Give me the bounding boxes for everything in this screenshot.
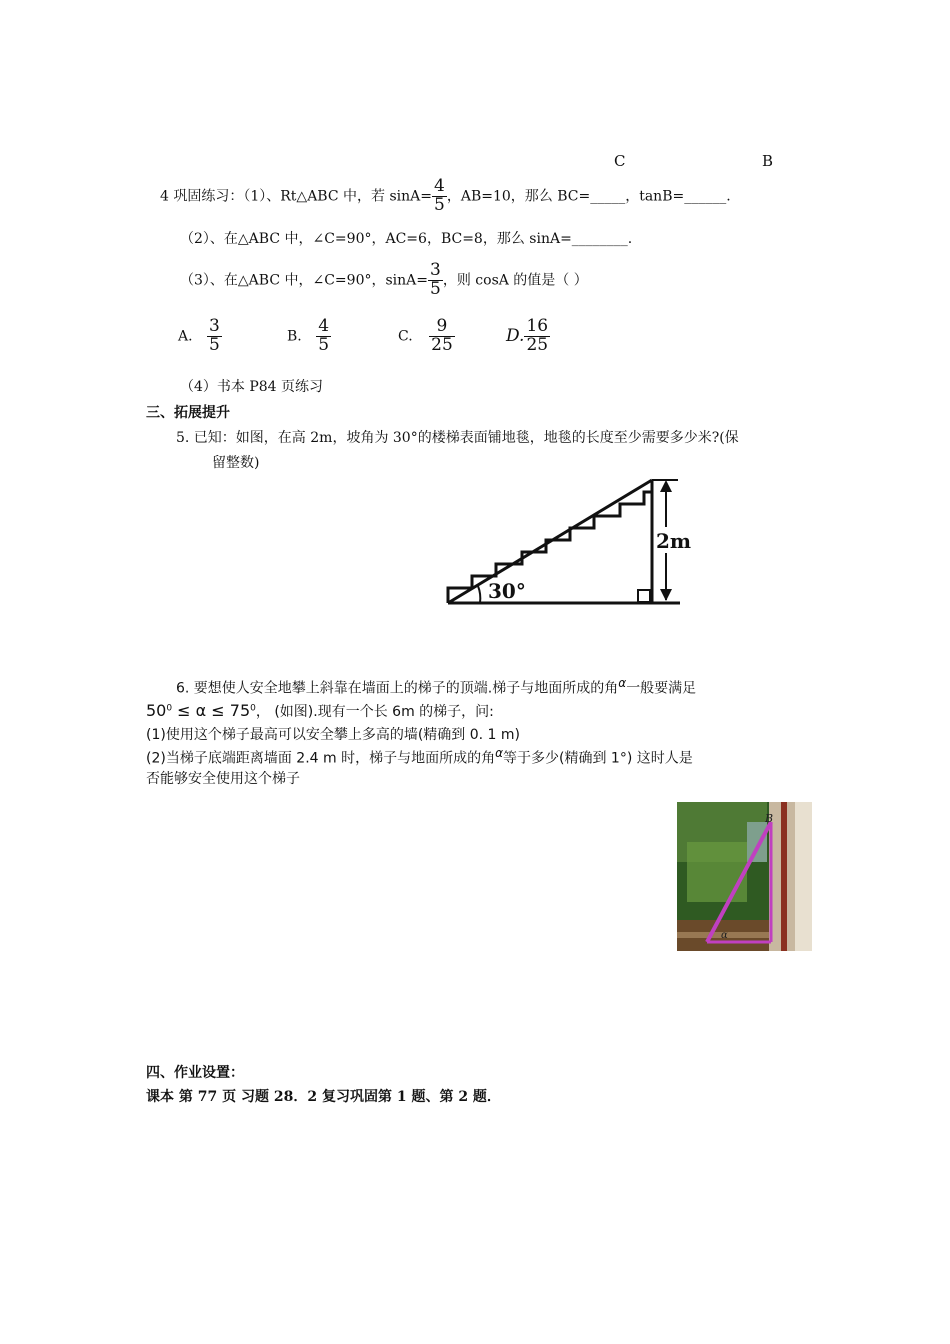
right-angle-mark bbox=[638, 590, 650, 602]
fraction-numerator: 16 bbox=[526, 316, 549, 336]
angle-label: 30° bbox=[488, 579, 526, 603]
foliage-light bbox=[687, 842, 747, 902]
wall-trim bbox=[781, 802, 787, 951]
height-label: 2m bbox=[656, 529, 692, 553]
q4-line1 bbox=[160, 178, 731, 215]
option-a-fraction bbox=[207, 318, 222, 355]
ladder-photo bbox=[677, 802, 812, 951]
q4-line1-post: ，AB=10，那么 BC=_____，tanB=______. bbox=[446, 188, 731, 205]
q4-line1-fraction bbox=[432, 178, 447, 215]
fraction-denominator: 5 bbox=[209, 334, 220, 355]
q4-line4: （4）书本 P84 页练习 bbox=[180, 379, 324, 395]
q6-line1-text: 6. 要想使人安全地攀上斜靠在墙面上的梯子的顶端.梯子与地面所成的角 bbox=[176, 680, 619, 697]
fraction-denominator: 5 bbox=[430, 278, 441, 299]
q4-line2: （2）、在△ABC 中，∠C=90°，AC=6，BC=8，那么 sinA=________. bbox=[180, 231, 633, 247]
fraction-denominator: 5 bbox=[434, 194, 445, 215]
fraction-denominator: 25 bbox=[526, 334, 549, 355]
q6-line2-post: ， (如图).现有一个长 6m 的梯子，问: bbox=[255, 704, 494, 720]
range-low: 50 bbox=[146, 701, 167, 720]
q4-line3-post: ，则 cosA 的值是（ ） bbox=[442, 272, 588, 289]
option-d-label: D. bbox=[506, 325, 525, 346]
degree-sup: 0 bbox=[250, 703, 256, 714]
fraction-numerator: 3 bbox=[209, 316, 220, 336]
photo-label-alpha: α bbox=[721, 930, 728, 941]
q5-line1: 5. 已知：如图，在高 2m，坡角为 30°的楼梯表面铺地毯，地毯的长度至少需要多少米?(保 bbox=[176, 430, 739, 446]
option-b-fraction bbox=[316, 318, 331, 355]
q4-line3-pre: （3）、在△ABC 中，∠C=90°，sinA= bbox=[180, 272, 429, 289]
option-b-label: B. bbox=[287, 328, 302, 345]
section3-heading: 三、拓展提升 bbox=[146, 405, 230, 421]
option-b bbox=[287, 318, 331, 355]
q6-line3: (1)使用这个梯子最高可以安全攀上多高的墙(精确到 0. 1 m) bbox=[146, 727, 521, 743]
q6-line4 bbox=[146, 746, 693, 768]
alpha-symbol: α bbox=[618, 676, 627, 690]
fraction-numerator: 3 bbox=[430, 260, 441, 280]
arrow-up-icon bbox=[660, 480, 672, 492]
option-a bbox=[178, 318, 222, 355]
fraction-denominator: 5 bbox=[318, 334, 330, 355]
staircase-figure bbox=[440, 470, 700, 615]
fraction-numerator: 4 bbox=[318, 316, 330, 336]
q6-line2 bbox=[146, 701, 494, 721]
angle-arc bbox=[478, 586, 480, 603]
wall-light bbox=[795, 802, 812, 951]
option-d bbox=[506, 318, 550, 355]
option-a-label: A. bbox=[178, 328, 193, 345]
range-mid: ≤ α ≤ 75 bbox=[172, 701, 251, 720]
section4-heading: 四、作业设置： bbox=[146, 1065, 244, 1081]
option-c bbox=[398, 318, 455, 355]
option-c-fraction bbox=[429, 318, 455, 355]
sky-patch bbox=[747, 822, 767, 862]
alpha-symbol: α bbox=[495, 746, 504, 760]
q6-line4-pre: (2)当梯子底端距离墙面 2.4 m 时，梯子与地面所成的角 bbox=[146, 750, 496, 767]
option-c-label: C. bbox=[398, 328, 413, 345]
q4-line3 bbox=[180, 262, 588, 299]
q6-line4-post: 等于多少(精确到 1°) 这时人是 bbox=[503, 750, 693, 767]
photo-label-b: B bbox=[765, 812, 774, 825]
q4-line3-fraction bbox=[428, 262, 443, 299]
q4-line1-pre: 4 巩固练习：（1）、Rt△ABC 中，若 sinA= bbox=[160, 188, 432, 205]
q6-line1-end: 一般要满足 bbox=[626, 680, 697, 697]
section4-text: 课本 第 77 页 习题 28．2 复习巩固第 1 题、第 2 题． bbox=[146, 1089, 501, 1105]
q5-line2: 留整数) bbox=[212, 455, 260, 471]
fraction-numerator: 9 bbox=[429, 318, 455, 337]
q6-line1 bbox=[176, 676, 696, 698]
q6-line5: 否能够安全使用这个梯子 bbox=[146, 771, 300, 787]
arrow-down-icon bbox=[660, 589, 672, 601]
option-d-fraction bbox=[524, 318, 550, 355]
fraction-numerator: 4 bbox=[434, 176, 445, 196]
degree-sup: 0 bbox=[166, 703, 173, 714]
fraction-denominator: 25 bbox=[431, 334, 453, 355]
label-b: B bbox=[762, 152, 774, 170]
label-c: C bbox=[614, 152, 626, 170]
